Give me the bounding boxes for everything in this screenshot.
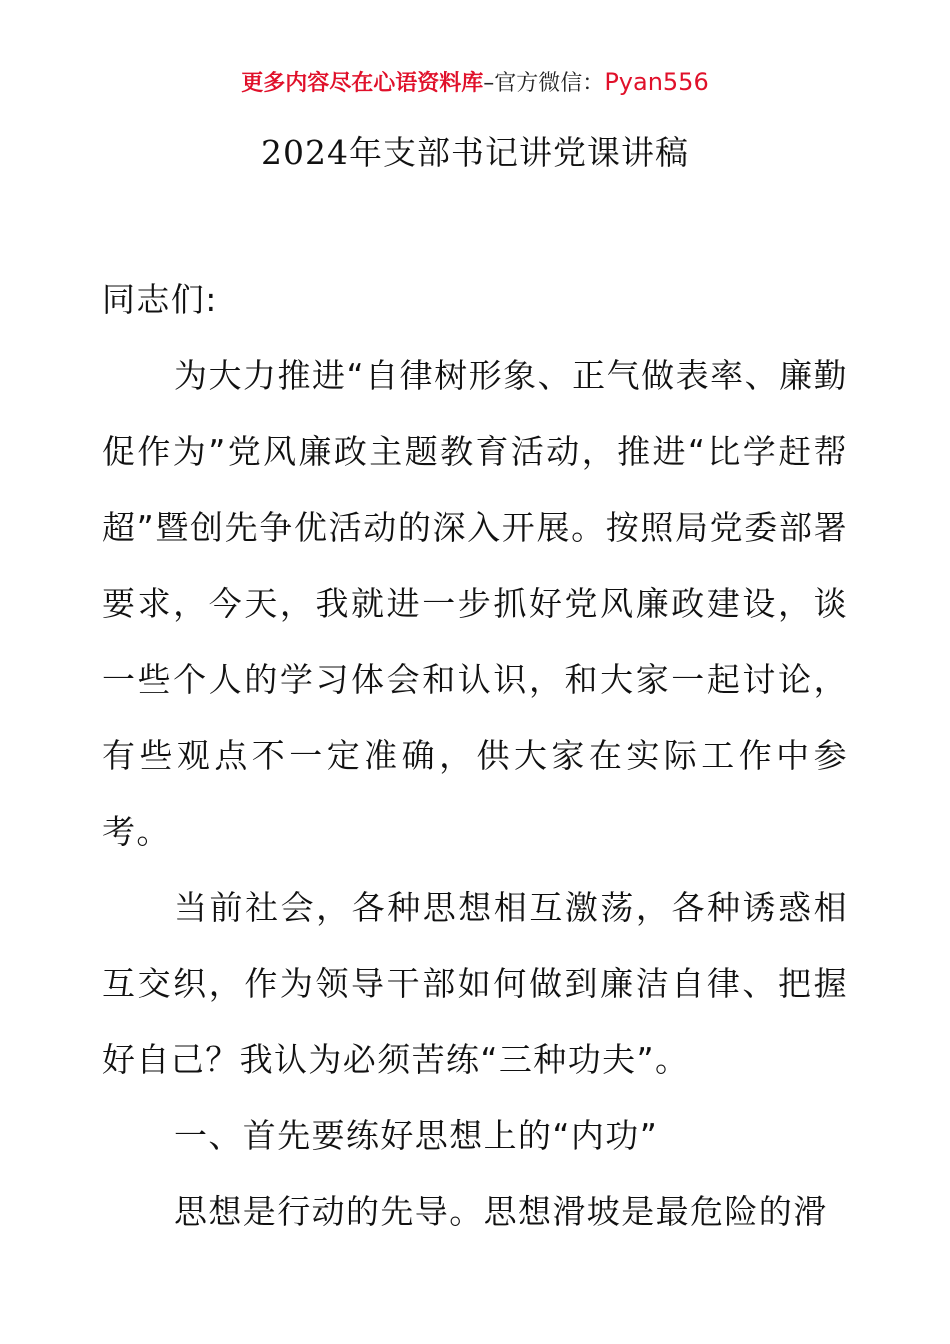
paragraph-context: 当前社会，各种思想相互激荡，各种诱惑相互交织，作为领导干部如何做到廉洁自律、把握好自己？我认为必须苦练“三种功夫”。 — [102, 888, 848, 1079]
salutation: 同志们: — [102, 280, 218, 319]
document-title: 2024年支部书记讲党课讲稿 — [261, 133, 689, 172]
promo-text: 更多内容尽在心语资料库 — [241, 71, 484, 96]
document-body — [102, 262, 848, 1250]
paragraph-intro: 为大力推进“自律树形象、正气做表率、廉勤促作为”党风廉政主题教育活动，推进“比学赶帮超”暨创先争优活动的深入开展。按照局党委部署要求，今天，我就进一步抓好党风廉政建设，谈一些个人的学习体会和认识，和大家一起讨论，有些观点不一定准确，供大家在实际工作中参考。 — [102, 356, 848, 851]
wechat-id: Pyan556 — [604, 68, 709, 96]
wechat-label: –官方微信： — [483, 71, 605, 96]
section-heading-1: 一、首先要练好思想上的“内功” — [174, 1116, 659, 1155]
header-banner — [0, 64, 950, 102]
paragraph-section-1: 思想是行动的先导。思想滑坡是最危险的滑 — [174, 1192, 828, 1231]
